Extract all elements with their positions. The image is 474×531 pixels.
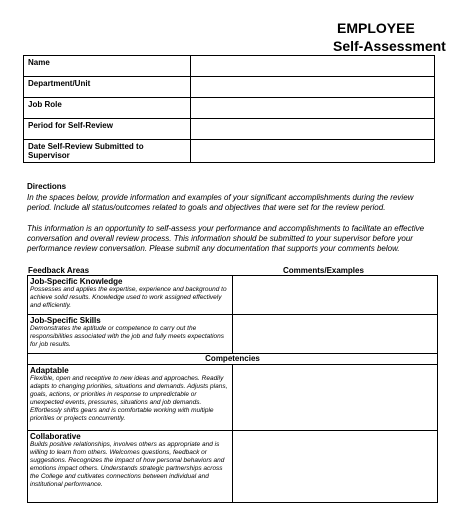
info-value-date-submitted[interactable] (191, 140, 435, 163)
comments-cell-job-skills[interactable] (233, 315, 438, 354)
feedback-area-title: Collaborative (30, 432, 81, 441)
info-label-period: Period for Self-Review (24, 119, 191, 140)
feedback-area-description: Builds positive relationships, involves others as appropriate and is willing to learn from others. Welcomes questions, feedback or suggestions. Recognizes the impact of how personal behaviors and emotions impact others. Understands strategic partnerships across the College and cultivates connections between individual and institutional performance. (30, 441, 225, 488)
feedback-area-title: Adaptable (30, 366, 69, 375)
directions-paragraph-1: In the spaces below, provide information and examples of your significant accomplishments during the review period. Include all status/outcomes related to goals and objectives that were set for the review period. (27, 193, 414, 212)
feedback-area-job-knowledge (28, 276, 233, 315)
comments-cell-adaptable[interactable] (233, 365, 438, 431)
comments-cell-collaborative[interactable] (233, 431, 438, 503)
competencies-header: Competencies (28, 354, 438, 365)
feedback-table (27, 275, 438, 503)
doc-title-employee: EMPLOYEE (337, 20, 415, 36)
feedback-areas-header: Feedback Areas (28, 266, 90, 275)
info-value-department[interactable] (191, 77, 435, 98)
directions-heading: Directions (27, 182, 67, 191)
comments-cell-job-knowledge[interactable] (233, 276, 438, 315)
directions-paragraph-2: This information is an opportunity to self-assess your performance and accomplishments to facilitate an effective conversation and overall review process. This information should be submitted to your supervisor before your performance review conversation. Please submit any documentation that supports your comments below. (27, 224, 425, 253)
feedback-area-title: Job-Specific Knowledge (30, 277, 123, 286)
feedback-area-collaborative (28, 431, 233, 503)
info-label-date-submitted: Date Self-Review Submitted to Supervisor (24, 140, 191, 163)
feedback-area-description: Demonstrates the aptitude or competence to carry out the responsibilities associated with the job and fully meets expectations for job results. (30, 325, 225, 348)
doc-title-self-assessment: Self-Assessment (333, 38, 446, 54)
info-label-department: Department/Unit (24, 77, 191, 98)
feedback-area-title: Job-Specific Skills (30, 316, 101, 325)
info-value-job-role[interactable] (191, 98, 435, 119)
feedback-area-adaptable (28, 365, 233, 431)
info-value-name[interactable] (191, 56, 435, 77)
info-label-job-role: Job Role (24, 98, 191, 119)
feedback-area-job-skills (28, 315, 233, 354)
feedback-area-description: Flexible, open and receptive to new ideas and approaches. Readily adapts to changing priorities, situations and demands. Adjusts plans, goals, actions, or priorities in response to unpredictable or unexpected events, pressures, situations and job demands. Effortlessly shifts gears and is comfortable working with multiple priorities or projects concurrently. (30, 375, 228, 422)
info-value-period[interactable] (191, 119, 435, 140)
info-label-name: Name (24, 56, 191, 77)
feedback-area-description: Possesses and applies the expertise, experience and background to achieve solid results. Knowledge used to work assigned effectively and efficiently. (30, 286, 227, 309)
employee-info-table (23, 55, 435, 163)
comments-examples-header: Comments/Examples (283, 266, 364, 275)
